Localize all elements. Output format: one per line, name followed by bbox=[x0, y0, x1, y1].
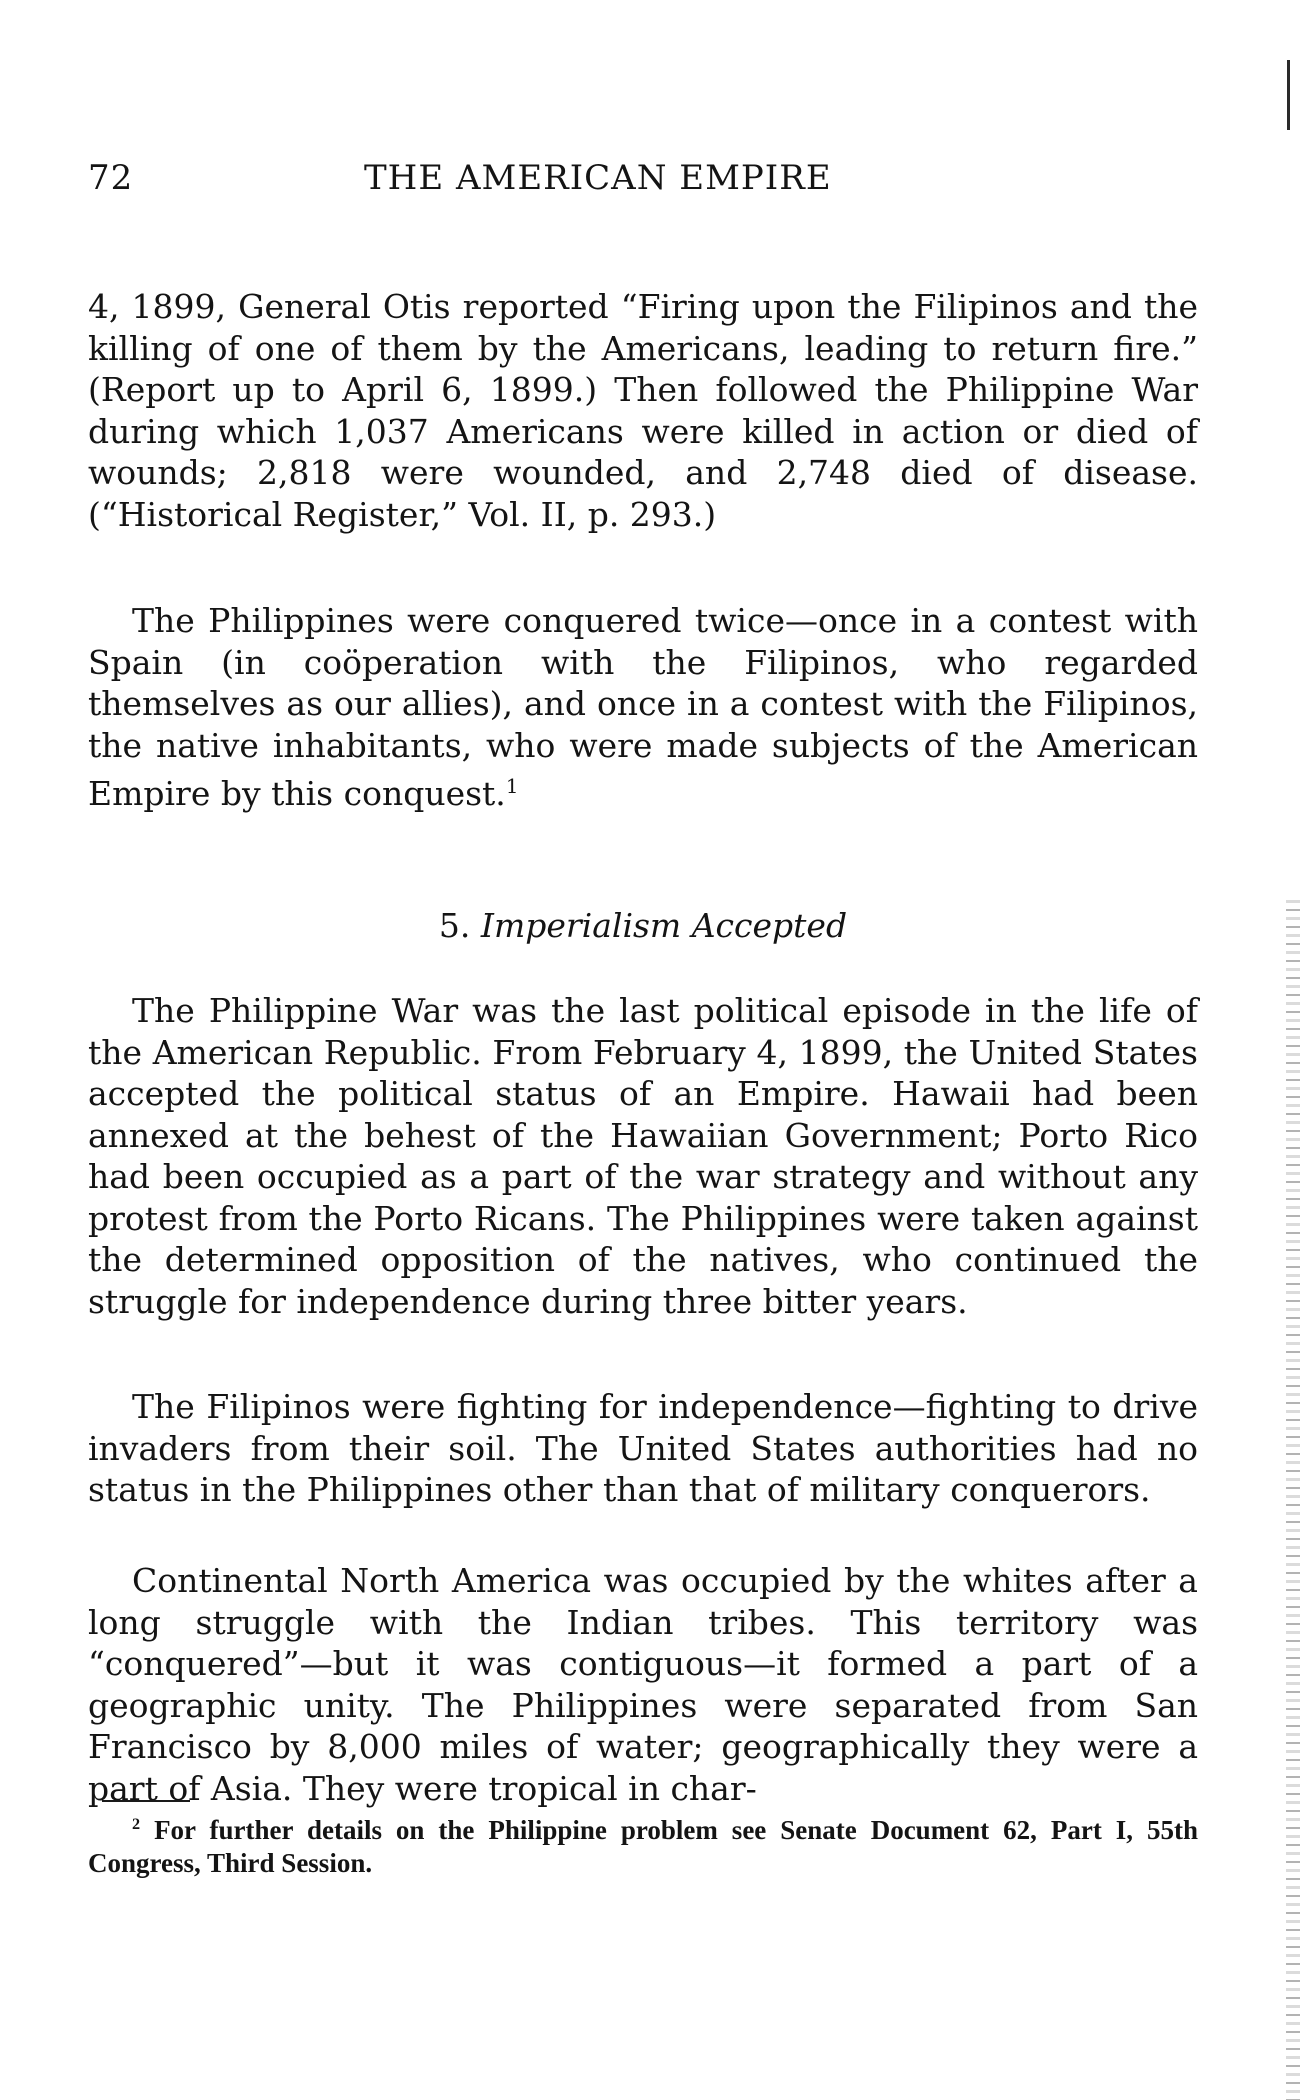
page-edge-shadow bbox=[1286, 900, 1300, 2100]
footnote-reference: 1 bbox=[505, 775, 519, 798]
paragraph-text: The Philippines were conquered twice—once in a contest with Spain (in coöperation with the Filipinos, who regarded themselves as our allies), and once in a contest with the Filipinos, the native inhabitants, who were made subjects of the American Empire by this conquest. bbox=[88, 601, 1198, 813]
running-title: THE AMERICAN EMPIRE bbox=[364, 158, 832, 198]
footnote-rule bbox=[102, 1800, 190, 1802]
paragraph-conquered-twice bbox=[88, 600, 1198, 815]
footnote-marker: 2 bbox=[132, 1815, 141, 1833]
section-heading bbox=[88, 906, 1198, 945]
paragraph-filipinos-fighting: The Filipinos were fighting for independence—fighting to drive invaders from their soil. The United States authorities had no status in the Philippines other than that of military conquerors. bbox=[88, 1387, 1198, 1509]
footnote-text: For further details on the Philippine problem see Senate Document 62, Part I, 55th Congress, Third Session. bbox=[88, 1815, 1198, 1878]
paragraph-continental-north-america: Continental North America was occupied by the whites after a long struggle with the Indian tribes. This territory was “conquered”—but it was contiguous—it formed a part of a geographic unity. The Philippines were separated from San Francisco by 8,000 miles of water; geographically they were a part of Asia. They were tropical in char- bbox=[88, 1561, 1198, 1808]
section-title: Imperialism Accepted bbox=[480, 906, 848, 945]
paragraph-philippine-war: The Philippine War was the last political episode in the life of the American Republic. From February 4, 1899, the United States accepted the political status of an Empire. Hawaii had been annexed at the behest of the Hawaiian Government; Porto Rico had been occupied as a part of the war strategy and without any protest from the Porto Ricans. The Philippines were taken against the determined opposition of the natives, who continued the struggle for independence during three bitter years. bbox=[88, 991, 1198, 1321]
page-edge-mark bbox=[1287, 60, 1290, 130]
footnote bbox=[88, 1808, 1198, 1880]
paragraph-continuation: 4, 1899, General Otis reported “Firing upon the Filipinos and the killing of one of them by the Americans, leading to return fire.” (Report up to April 6, 1899.) Then followed the Philippine War during which 1,037 Americans were killed in action or died of wounds; 2,818 were wounded, and 2,748 died of disease. (“Historical Register,” Vol. II, p. 293.) bbox=[88, 287, 1198, 534]
page-number: 72 bbox=[88, 158, 134, 198]
section-number: 5. bbox=[438, 906, 471, 945]
running-head bbox=[88, 158, 1198, 208]
